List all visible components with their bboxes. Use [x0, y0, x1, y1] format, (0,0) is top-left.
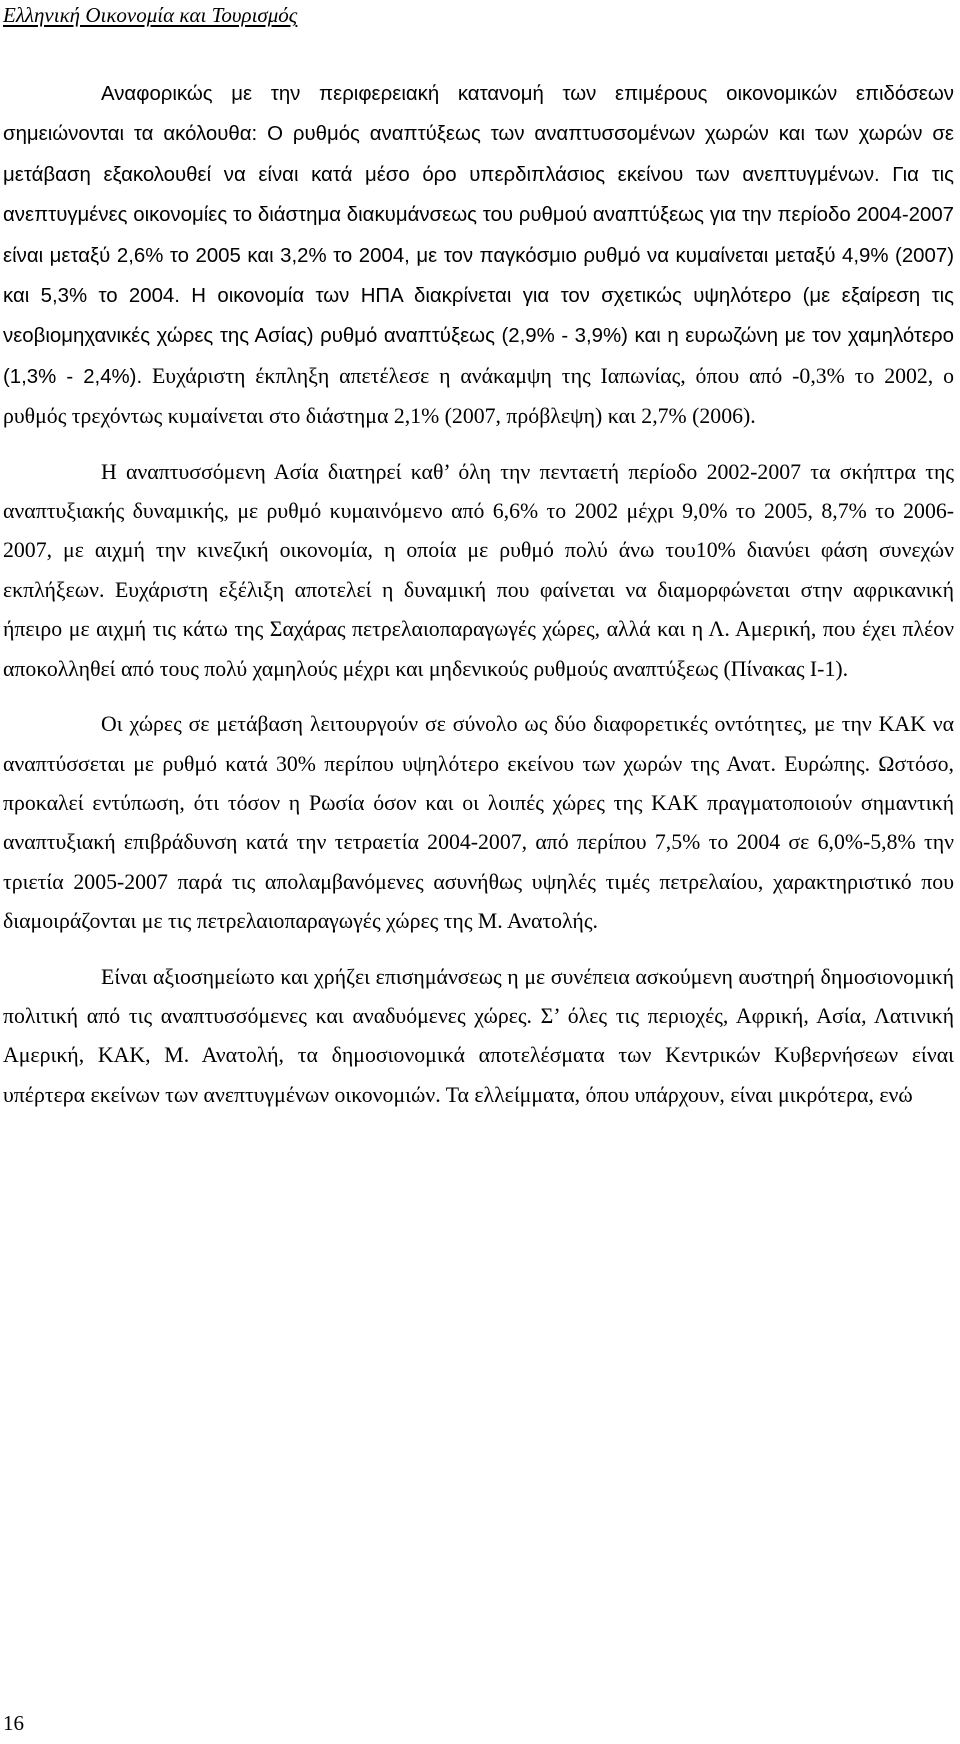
paragraph-transition-countries: [3, 705, 954, 941]
body-text: [3, 74, 954, 1115]
paragraph-fiscal-policy: [3, 958, 954, 1116]
paragraph-fiscal-policy-text: Είναι αξιοσημείωτο και χρήζει επισημάνσεως η με συνέπεια ασκούμενη αυστηρή δημοσιονομική πολιτική από τις αναπτυσσόμενες και αναδυόμενες χώρες. Σ’ όλες τις περιοχές, Αφρική, Ασία, Λατινική Αμερική, ΚΑΚ, Μ. Ανατολή, τα δημοσιονομικά αποτελέσματα των Κεντρικών Κυβερνήσεων είναι υπέρτερα εκείνων των ανεπτυγμένων οικονομιών. Τα ελλείμματα, όπου υπάρχουν, είναι μικρότερα, ενώ: [3, 964, 954, 1107]
paragraph-developing-asia-text: Η αναπτυσσόμενη Ασία διατηρεί καθ’ όλη την πενταετή περίοδο 2002-2007 τα σκήπτρα της αναπτυξιακής δυναμικής, με ρυθμό κυμαινόμενο από 6,6% το 2002 μέχρι 9,0% το 2005, 8,7% το 2006-2007, με αιχμή την κινεζική οικονομία, η οποία με ρυθμό πολύ άνω του10% διανύει φάση συνεχών εκπλήξεων. Ευχάριστη εξέλιξη αποτελεί η δυναμική που φαίνεται να διαμορφώνεται στην αφρικανική ήπειρο με αιχμή τις κάτω της Σαχάρας πετρελαιοπαραγωγές χώρες, αλλά και η Λ. Αμερική, που έχει πλέον αποκολληθεί από τους πολύ χαμηλούς μέχρι και μηδενικούς ρυθμούς αναπτύξεως (Πίνακας Ι-1).: [3, 459, 954, 681]
paragraph-regional-growth: [3, 74, 954, 437]
page-number: 16: [3, 1711, 24, 1735]
paragraph-regional-growth-serif-part: Ευχάριστη έκπληξη απετέλεσε η ανάκαμψη της Ιαπωνίας, όπου από -0,3% το 2002, ο ρυθμός τρεχόντως κυμαίνεται στο διάστημα 2,1% (2007, πρόβλεψη) και 2,7% (2006).: [3, 363, 954, 429]
paragraph-developing-asia: [3, 453, 954, 689]
running-header-title: Ελληνική Οικονομία και Τουρισμός: [3, 3, 298, 27]
paragraph-transition-countries-text: Οι χώρες σε μετάβαση λειτουργούν σε σύνολο ως δύο διαφορετικές οντότητες, με την ΚΑΚ να αναπτύσσεται με ρυθμό κατά 30% περίπου υψηλότερο εκείνου των χωρών της Ανατ. Ευρώπης. Ωστόσο, προκαλεί εντύπωση, ότι τόσον η Ρωσία όσον και οι λοιπές χώρες της ΚΑΚ πραγματοποιούν σημαντική αναπτυξιακή επιβράδυνση κατά την τετραετία 2004-2007, από περίπου 7,5% το 2004 σε 6,0%-5,8% την τριετία 2005-2007 παρά τις απολαμβανόμενες ασυνήθως υψηλές τιμές πετρελαίου, χαρακτηριστικό που διαμοιράζονται με τις πετρελαιοπαραγωγές χώρες της Μ. Ανατολής.: [3, 712, 954, 934]
paragraph-regional-growth-sans-part: Αναφορικώς με την περιφερειακή κατανομή των επιμέρους οικονομικών επιδόσεων σημειώνονται τα ακόλουθα: Ο ρυθμός αναπτύξεως των αναπτυσσομένων χωρών και των χωρών σε μετάβαση εξακολουθεί να είναι κατά μέσο όρο υπερδιπλάσιος εκείνου των ανεπτυγμένων. Για τις ανεπτυγμένες οικονομίες το διάστημα διακυμάνσεως του ρυθμού αναπτύξεως για την περίοδο 2004-2007 είναι μεταξύ 2,6% το 2005 και 3,2% το 2004, με τον παγκόσμιο ρυθμό να κυμαίνεται μεταξύ 4,9% (2007) και 5,3% το 2004. Η οικονομία των ΗΠΑ διακρίνεται για τον σχετικώς υψηλότερο (με εξαίρεση τις νεοβιομηχανικές χώρες της Ασίας) ρυθμό αναπτύξεως (2,9% - 3,9%) και η ευρωζώνη με τον χαμηλότερο (1,3% - 2,4%).: [3, 83, 954, 388]
